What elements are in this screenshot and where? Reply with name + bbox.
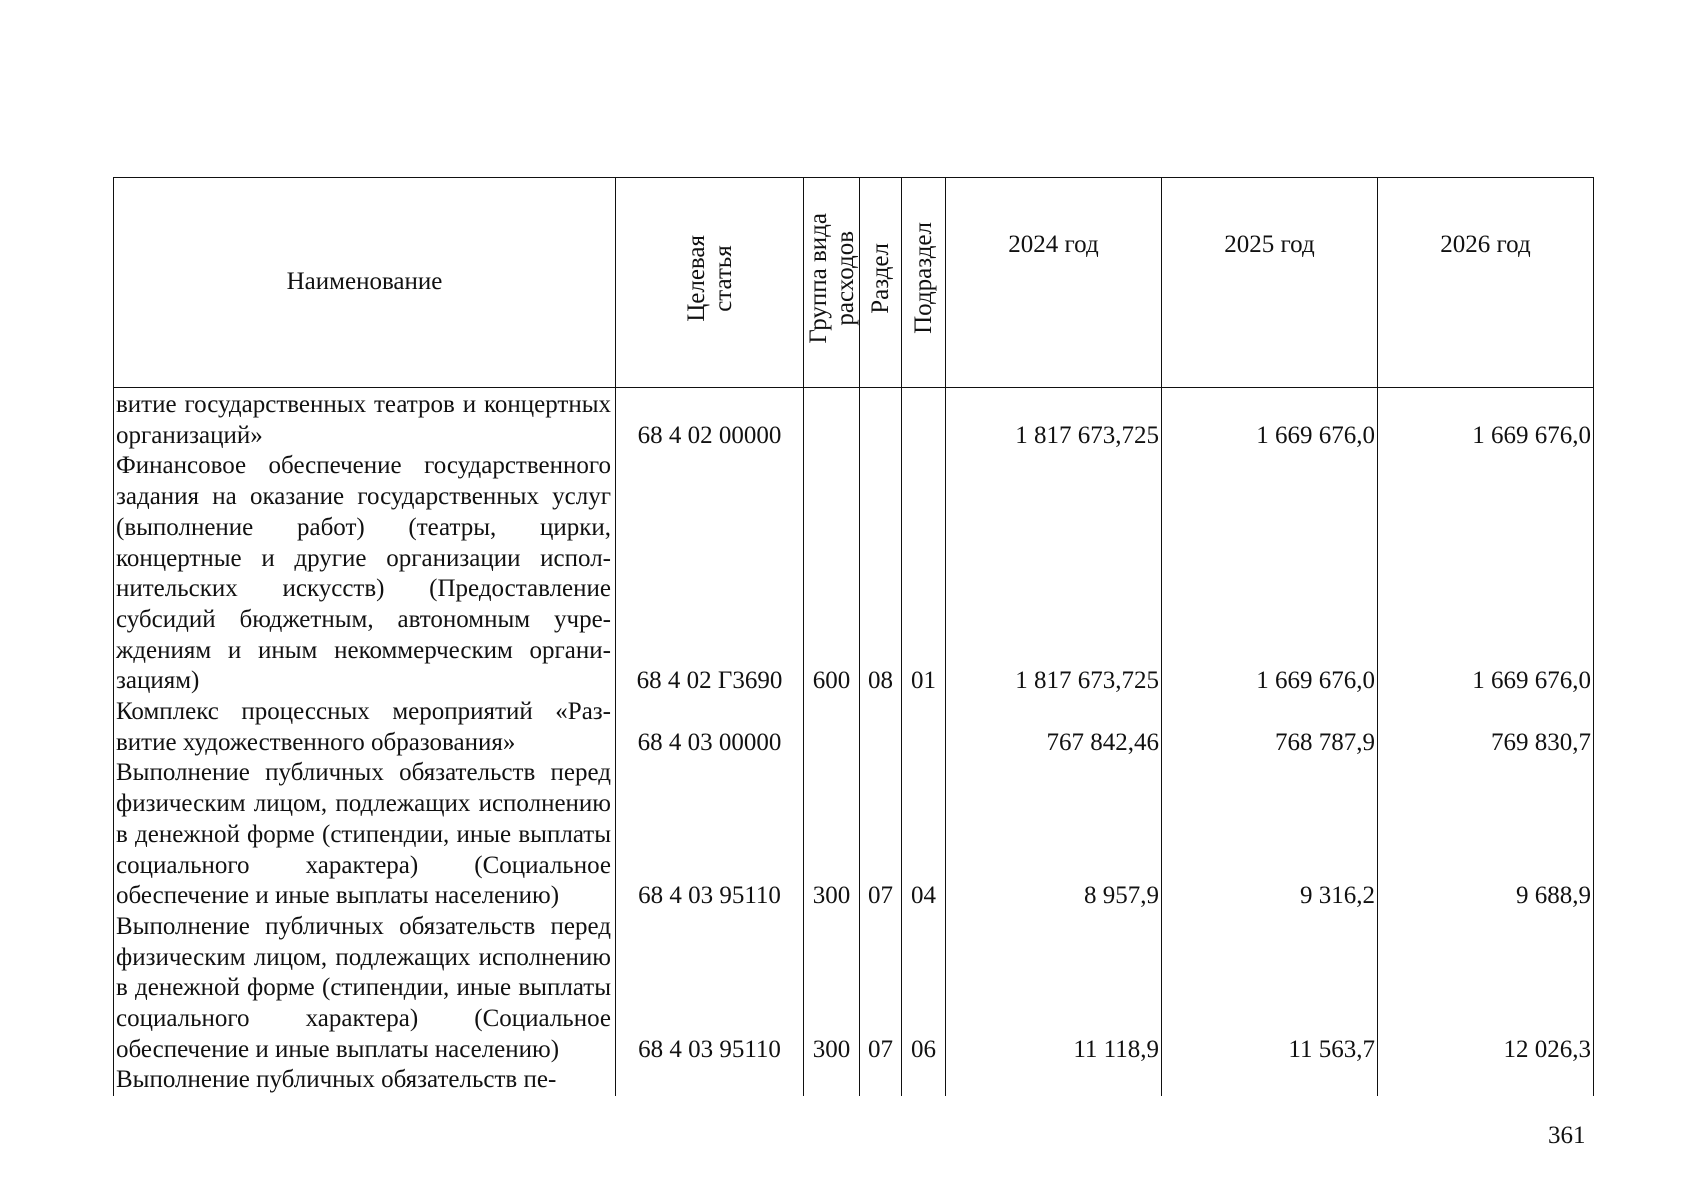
header-target-article [616, 178, 804, 388]
table-row [114, 1065, 1594, 1096]
row-expense-group [804, 388, 860, 452]
page-number: 361 [1548, 1122, 1586, 1149]
row-name: Выполнение публичных обязательств перед физическим лицом, подлежащих исполнению в денежной форме (стипендии, иные выплаты социального характера) (Социальное обеспечение и иные выплаты населению) [114, 912, 616, 1066]
row-amount-2026 [1378, 1065, 1594, 1096]
row-subsection: 04 [902, 758, 946, 912]
row-name: Финансовое обеспечение государственного задания на оказание государственных услуг (выполнение работ) (театры, цирки, концертные и другие организации исполнительских искусств) (Предоставление субсидий бюджетным, автономным учреждениям и иным некоммерческим организациям) [114, 451, 616, 697]
row-section [860, 388, 902, 452]
row-subsection: 01 [902, 451, 946, 697]
header-group-line2: расходов [831, 230, 859, 326]
row-amount-2025: 9 316,2 [1162, 758, 1378, 912]
row-expense-group [804, 697, 860, 758]
header-group-line1: Группа вида [804, 212, 832, 344]
row-amount-2024: 1 817 673,725 [946, 388, 1162, 452]
table-row [114, 697, 1594, 758]
header-section-label: Раздел [867, 242, 894, 314]
row-subsection [902, 388, 946, 452]
header-year-2025: 2025 год [1162, 178, 1378, 388]
row-target-article: 68 4 02 00000 [616, 388, 804, 452]
row-amount-2025 [1162, 1065, 1378, 1096]
header-name: Наименование [114, 178, 616, 388]
row-target-article: 68 4 02 Г3690 [616, 451, 804, 697]
table-row [114, 912, 1594, 1066]
row-amount-2024: 11 118,9 [946, 912, 1162, 1066]
row-amount-2026: 1 669 676,0 [1378, 451, 1594, 697]
row-expense-group: 300 [804, 758, 860, 912]
row-expense-group [804, 1065, 860, 1096]
table-body [114, 388, 1594, 1097]
row-target-article: 68 4 03 00000 [616, 697, 804, 758]
row-amount-2024: 8 957,9 [946, 758, 1162, 912]
table-row [114, 388, 1594, 452]
header-year-2026: 2026 год [1378, 178, 1594, 388]
row-subsection: 06 [902, 912, 946, 1066]
header-subsection-label: Подраздел [910, 222, 937, 335]
row-expense-group: 300 [804, 912, 860, 1066]
header-year-2024: 2024 год [946, 178, 1162, 388]
row-section: 07 [860, 912, 902, 1066]
row-amount-2025: 768 787,9 [1162, 697, 1378, 758]
row-amount-2026: 9 688,9 [1378, 758, 1594, 912]
row-section [860, 1065, 902, 1096]
row-subsection [902, 697, 946, 758]
row-name: Выполнение публичных обязательств перед физическим лицом, подлежащих исполнению в денежной форме (стипендии, иные выплаты социального характера) (Социальное обеспечение и иные выплаты населению) [114, 758, 616, 912]
row-expense-group: 600 [804, 451, 860, 697]
row-target-article: 68 4 03 95110 [616, 758, 804, 912]
header-target-line2: статья [709, 244, 737, 312]
header-subsection [902, 178, 946, 388]
row-amount-2025: 1 669 676,0 [1162, 388, 1378, 452]
table-header [114, 178, 1594, 388]
row-section: 08 [860, 451, 902, 697]
row-amount-2024: 1 817 673,725 [946, 451, 1162, 697]
row-name: Выполнение публичных обязательств пе- [114, 1065, 616, 1096]
row-section [860, 697, 902, 758]
row-amount-2026: 1 669 676,0 [1378, 388, 1594, 452]
table-row [114, 451, 1594, 697]
row-name: Комплекс процессных мероприятий «Развитие художественного образования» [114, 697, 616, 758]
row-target-article: 68 4 03 95110 [616, 912, 804, 1066]
header-target-line1: Целевая [682, 234, 710, 322]
row-section: 07 [860, 758, 902, 912]
budget-table [113, 177, 1594, 1096]
header-expense-group [804, 178, 860, 388]
table-row [114, 758, 1594, 912]
row-amount-2026: 12 026,3 [1378, 912, 1594, 1066]
row-amount-2025: 11 563,7 [1162, 912, 1378, 1066]
row-amount-2026: 769 830,7 [1378, 697, 1594, 758]
row-target-article [616, 1065, 804, 1096]
row-name: витие государственных театров и концертных организаций» [114, 388, 616, 452]
row-amount-2025: 1 669 676,0 [1162, 451, 1378, 697]
row-amount-2024: 767 842,46 [946, 697, 1162, 758]
row-subsection [902, 1065, 946, 1096]
header-section [860, 178, 902, 388]
row-amount-2024 [946, 1065, 1162, 1096]
